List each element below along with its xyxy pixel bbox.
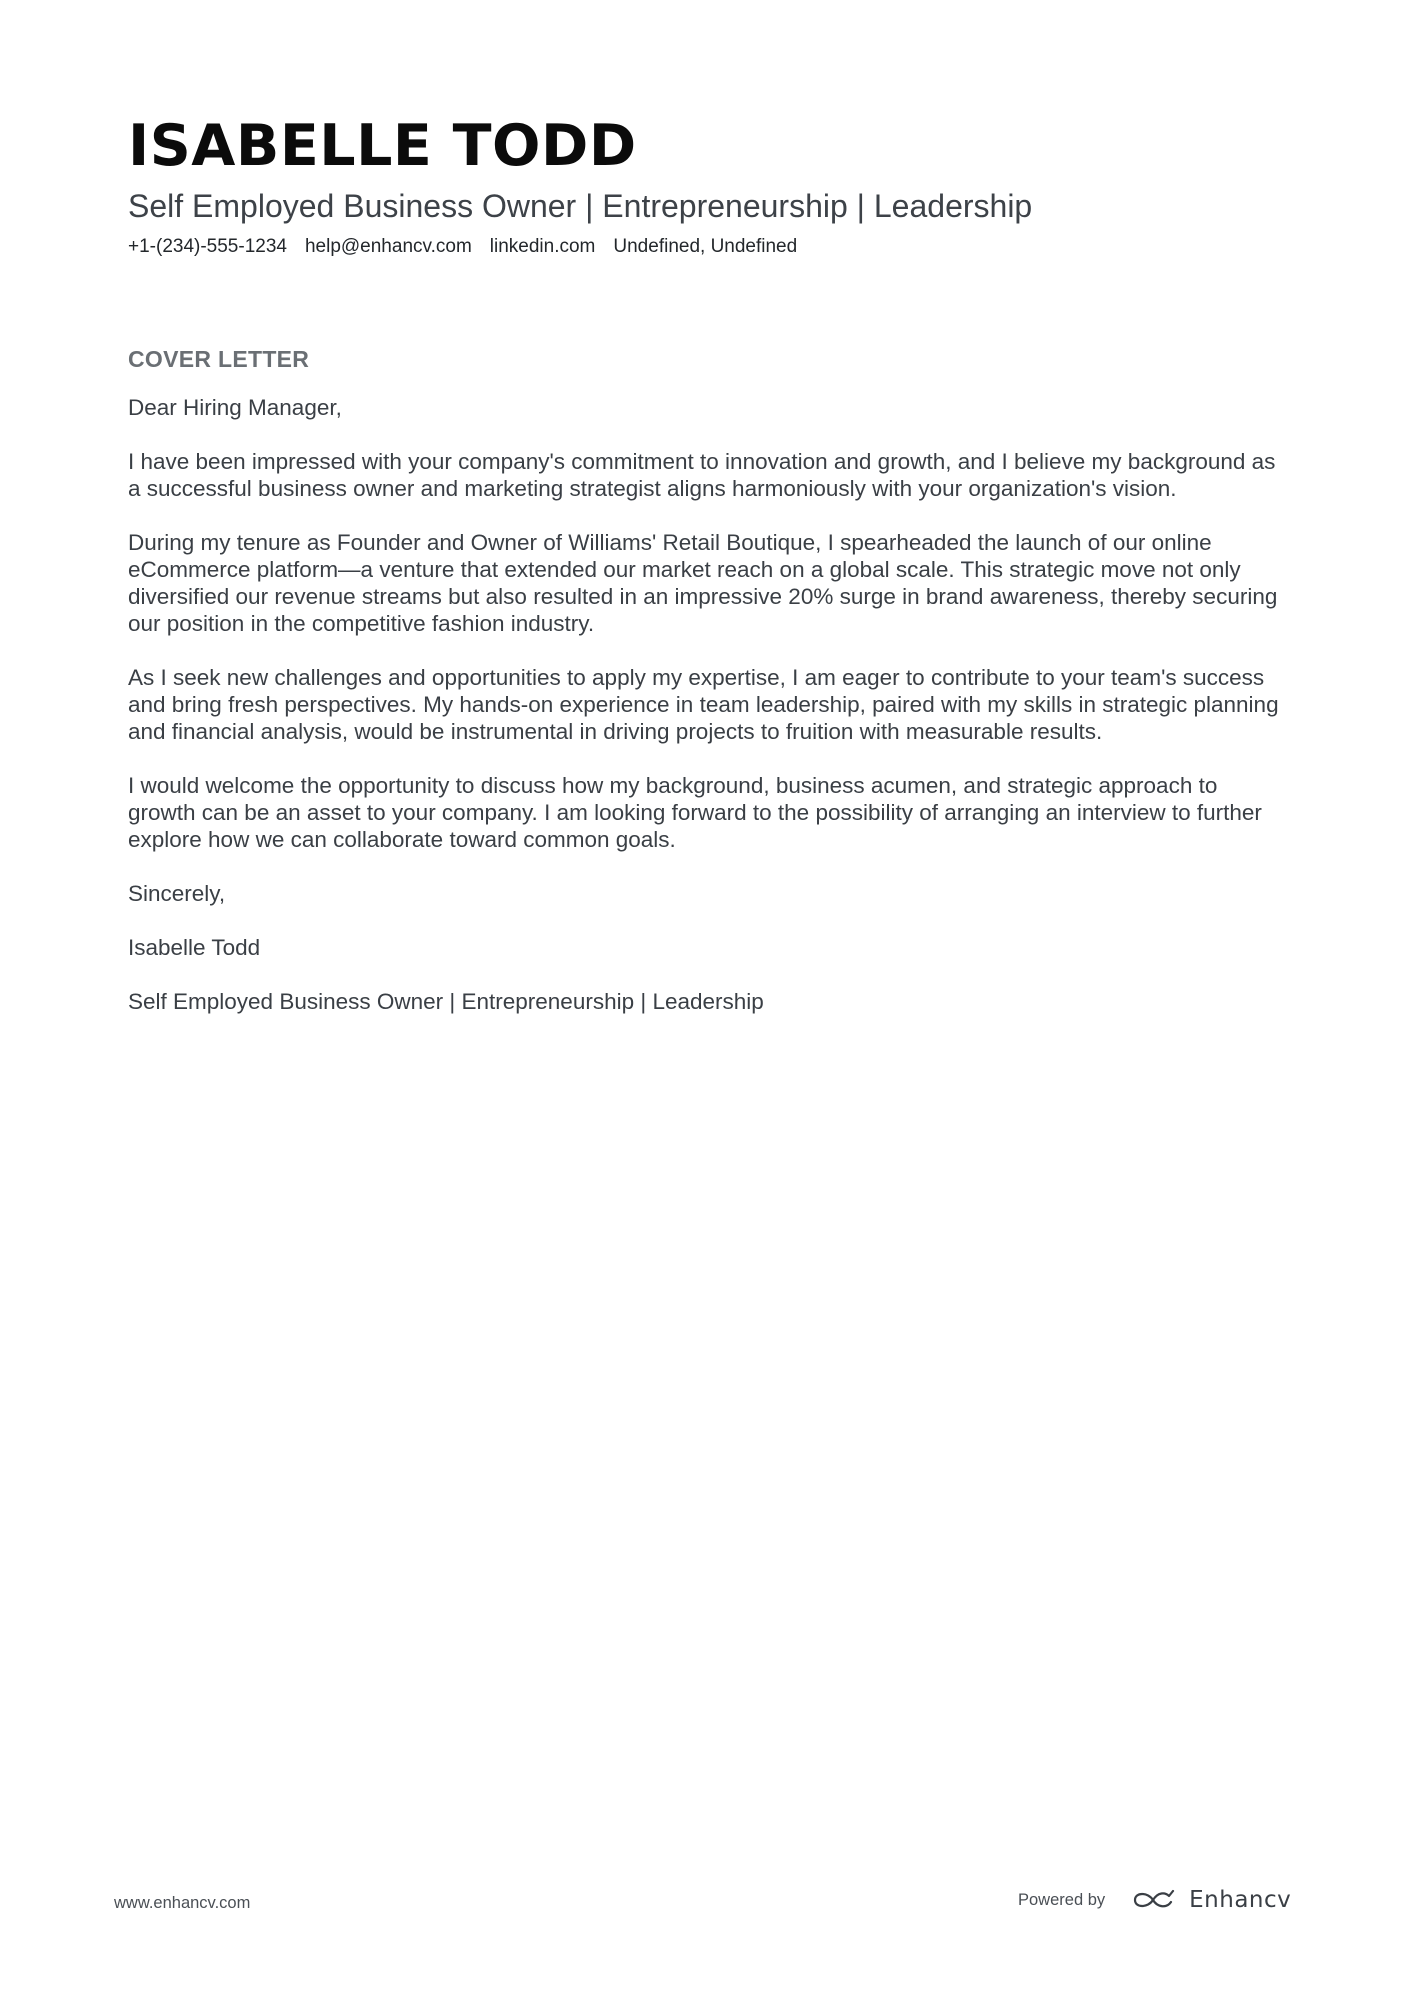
contact-linkedin[interactable]: linkedin.com xyxy=(489,236,596,257)
powered-by-label: Powered by xyxy=(1018,1890,1106,1909)
brand-name: Enhancv xyxy=(1189,1887,1292,1913)
paragraph-3: As I seek new challenges and opportunities to apply my expertise, I am eager to contribute to your team's success and bring fresh perspectives. My hands-on experience in team leadership, paired with my skills in strategic planning and financial analysis, would be instrumental in driving projects to fruition with measurable results. xyxy=(128,665,1279,744)
paragraph-4: I would welcome the opportunity to discuss how my background, business acumen, and strategic approach to growth can be an asset to your company. I am looking forward to the possibility of arranging an interview to further explore how we can collaborate toward common goals. xyxy=(128,773,1262,852)
section-title: COVER LETTER xyxy=(128,346,310,372)
resume-header xyxy=(128,112,1278,260)
greeting: Dear Hiring Manager, xyxy=(128,395,342,420)
closing: Sincerely, xyxy=(128,881,226,906)
contact-phone: +1-(234)-555-1234 xyxy=(128,236,287,257)
footer-branding[interactable] xyxy=(1018,1880,1291,1920)
applicant-name: ISABELLE TODD xyxy=(128,113,637,179)
contact-info xyxy=(128,234,1278,260)
signature-name: Isabelle Todd xyxy=(128,935,261,960)
signature-title: Self Employed Business Owner | Entrepreneurship | Leadership xyxy=(128,989,764,1014)
cover-letter-body xyxy=(128,344,1288,1042)
enhancv-logo-icon xyxy=(1131,1888,1177,1912)
applicant-headline: Self Employed Business Owner | Entrepreneurship | Leadership xyxy=(128,188,1033,224)
contact-location: Undefined, Undefined xyxy=(613,236,798,257)
footer-url[interactable]: www.enhancv.com xyxy=(114,1894,251,1912)
paragraph-1: I have been impressed with your company's commitment to innovation and growth, and I believe my background as a successful business owner and marketing strategist aligns harmoniously with your organization's vision. xyxy=(128,449,1276,501)
paragraph-2: During my tenure as Founder and Owner of Williams' Retail Boutique, I spearheaded the launch of our online eCommerce platform—a venture that extended our market reach on a global scale. This strategic move not only diversified our revenue streams but also resulted in an impressive 20% surge in brand awareness, thereby securing our position in the competitive fashion industry. xyxy=(128,530,1278,636)
contact-email[interactable]: help@enhancv.com xyxy=(304,236,472,257)
